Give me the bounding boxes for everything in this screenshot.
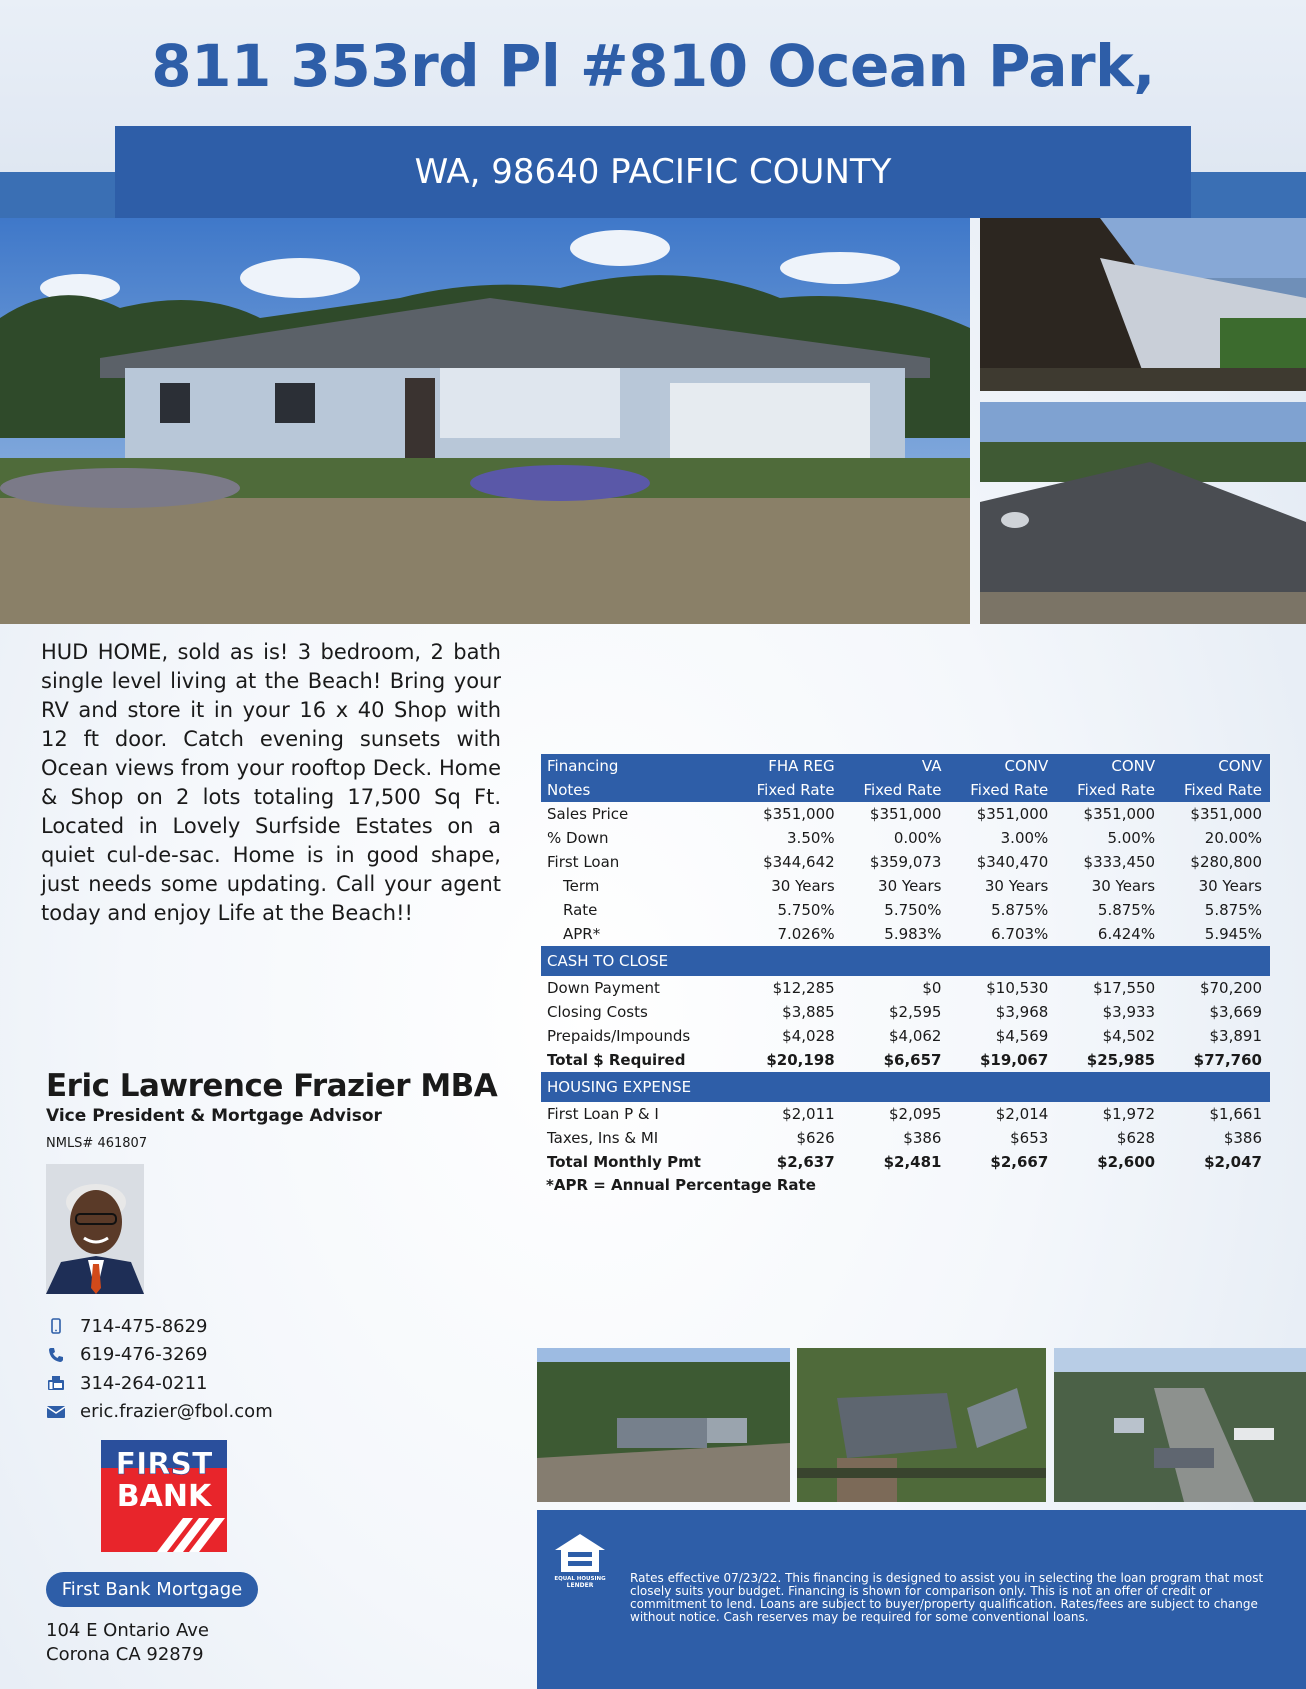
- table-cell: $2,011: [782, 1105, 835, 1123]
- table-cell: $2,637: [776, 1153, 835, 1171]
- mobile-phone-icon: [46, 1316, 66, 1336]
- bank-name-pill: First Bank Mortgage: [46, 1572, 258, 1607]
- table-cell: $25,985: [1086, 1051, 1156, 1069]
- table-cell: $3,669: [1209, 1003, 1262, 1021]
- table-cell: 5.00%: [1107, 829, 1156, 847]
- table-cell: 30 Years: [984, 877, 1049, 895]
- table-cell: $20,198: [766, 1051, 835, 1069]
- table-cell: $351,000: [763, 805, 835, 823]
- svg-text:EQUAL HOUSING: EQUAL HOUSING: [554, 1576, 606, 1582]
- table-cell: $4,028: [782, 1027, 835, 1045]
- table-cell: $351,000: [869, 805, 942, 823]
- table-cell: $10,530: [986, 979, 1049, 997]
- table-cell: $19,067: [979, 1051, 1049, 1069]
- property-location-subtitle: WA, 98640 PACIFIC COUNTY: [115, 126, 1191, 218]
- aerial-photo-1: [537, 1348, 790, 1502]
- logo-text-bank: BANK: [116, 1479, 212, 1514]
- footer-disclaimer-box: [537, 1510, 1306, 1689]
- table-cell: 20.00%: [1204, 829, 1262, 847]
- table-row-label: Down Payment: [547, 979, 660, 997]
- table-cell: $359,073: [869, 853, 942, 871]
- table-row-label: Prepaids/Impounds: [547, 1027, 691, 1045]
- housing-expense-section: [541, 1072, 1270, 1102]
- financing-table: [541, 754, 1270, 1174]
- table-row: [541, 976, 1270, 1000]
- table-cell: $2,014: [995, 1105, 1049, 1123]
- table-row-label: First Loan P & I: [547, 1105, 659, 1123]
- table-row: [541, 1048, 1270, 1072]
- table-cell: 5.750%: [884, 901, 942, 919]
- agent-headshot: [46, 1164, 144, 1294]
- table-row: [541, 898, 1270, 922]
- table-header-cell: Notes: [541, 778, 736, 802]
- table-cell: 6.703%: [991, 925, 1049, 943]
- aerial-photo-3: [1054, 1348, 1306, 1502]
- aerial-photo-2: [797, 1348, 1046, 1502]
- logo-text-first: FIRST: [115, 1447, 213, 1482]
- table-cell: $386: [1223, 1129, 1262, 1147]
- table-cell: 30 Years: [1091, 877, 1156, 895]
- deck-stairs-photo: [980, 218, 1306, 391]
- property-address-title: 811 353rd Pl #810 Ocean Park,: [151, 32, 1155, 100]
- table-cell: 5.875%: [991, 901, 1049, 919]
- table-cell: $1,661: [1209, 1105, 1262, 1123]
- table-row-label: Sales Price: [547, 805, 629, 823]
- table-cell: $2,595: [888, 1003, 942, 1021]
- table-row-label: % Down: [547, 829, 609, 847]
- table-row-label: Total $ Required: [547, 1051, 686, 1069]
- table-cell: 5.875%: [1204, 901, 1262, 919]
- table-cell: 30 Years: [878, 877, 942, 895]
- table-row-label: Closing Costs: [547, 1003, 648, 1021]
- table-row-label: APR*: [563, 925, 601, 943]
- table-row: [541, 1150, 1270, 1174]
- table-row: [541, 1102, 1270, 1126]
- phone-icon: [46, 1345, 66, 1365]
- table-cell: $2,047: [1204, 1153, 1262, 1171]
- agent-title: Vice President & Mortgage Advisor: [46, 1106, 382, 1126]
- agent-contact-list: [46, 1312, 273, 1426]
- table-cell: $77,760: [1193, 1051, 1262, 1069]
- property-description: HUD HOME, sold as is! 3 bedroom, 2 bath single level living at the Beach! Bring your RV and store it in your 16 x 40 Shop with 12 ft door. Catch evening sunsets with Ocean views from your rooftop Deck. Home & Shop on 2 lots totaling 17,500 Sq Ft. Located in Lovely Surfside Estates on a quiet cul-de-sac. Home is in good shape, just needs some updating. Call your agent today and enjoy Life at the Beach!!: [41, 640, 501, 925]
- contact-fax-value: 314-264-0211: [80, 1372, 208, 1394]
- section-heading: CASH TO CLOSE: [541, 946, 1270, 976]
- table-cell: $653: [1010, 1129, 1049, 1147]
- table-header-cell: FHA REG: [736, 754, 843, 778]
- table-cell: 5.750%: [777, 901, 835, 919]
- table-cell: $3,891: [1209, 1027, 1262, 1045]
- table-row-label: Total Monthly Pmt: [547, 1153, 701, 1171]
- table-cell: $4,569: [995, 1027, 1049, 1045]
- table-cell: $351,000: [1190, 805, 1262, 823]
- table-row-label: Term: [563, 877, 600, 895]
- contact-phone[interactable]: [46, 1341, 273, 1370]
- table-cell: $628: [1116, 1129, 1156, 1147]
- table-cell: 0.00%: [893, 829, 942, 847]
- table-cell: $70,200: [1199, 979, 1262, 997]
- bank-address-line2: Corona CA 92879: [46, 1644, 204, 1665]
- table-row: [541, 1000, 1270, 1024]
- table-cell: $344,642: [763, 853, 835, 871]
- fax-icon: [46, 1373, 66, 1393]
- table-header-row: [541, 754, 1270, 778]
- table-row: [541, 874, 1270, 898]
- cash-to-close-section: [541, 946, 1270, 976]
- table-cell: $386: [903, 1129, 942, 1147]
- table-cell: $4,502: [1102, 1027, 1156, 1045]
- table-row: [541, 1024, 1270, 1048]
- table-header-cell: Fixed Rate: [1163, 778, 1270, 802]
- rates-disclaimer: Rates effective 07/23/22. This financing is designed to assist you in selecting the loan program that most closely suits your budget. Financing is shown for comparison only. This is not an offer of credit or commitment to lend. Loans are subject to buyer/property qualification. Rates/fees are subject to change without notice. Cash reserves may be required for some conventional loans.: [630, 1571, 1264, 1624]
- equal-housing-lender-icon: [553, 1532, 607, 1590]
- table-cell: 5.945%: [1204, 925, 1262, 943]
- table-cell: $2,667: [990, 1153, 1049, 1171]
- table-cell: 6.424%: [1097, 925, 1156, 943]
- table-cell: $626: [796, 1129, 835, 1147]
- table-cell: $2,095: [888, 1105, 942, 1123]
- table-header-cell: CONV: [1163, 754, 1270, 778]
- table-cell: $3,968: [995, 1003, 1049, 1021]
- svg-text:LENDER: LENDER: [566, 1582, 594, 1589]
- agent-nmls: NMLS# 461807: [46, 1136, 148, 1151]
- table-header-cell: Fixed Rate: [843, 778, 950, 802]
- table-header-cell: Fixed Rate: [949, 778, 1056, 802]
- table-row-label: First Loan: [547, 853, 620, 871]
- apr-footnote: *APR = Annual Percentage Rate: [546, 1176, 816, 1194]
- section-heading: HOUSING EXPENSE: [541, 1072, 1270, 1102]
- table-row: [541, 1126, 1270, 1150]
- table-row: [541, 826, 1270, 850]
- contact-mobile[interactable]: [46, 1312, 273, 1341]
- contact-email-value: eric.frazier@fbol.com: [80, 1401, 273, 1423]
- table-cell: $2,600: [1097, 1153, 1156, 1171]
- table-header-cell: CONV: [949, 754, 1056, 778]
- table-cell: $12,285: [772, 979, 835, 997]
- first-bank-logo: [101, 1440, 227, 1552]
- table-row-label: Taxes, Ins & MI: [547, 1129, 659, 1147]
- rooftop-view-photo: [980, 402, 1306, 624]
- table-header-cell: Fixed Rate: [1056, 778, 1163, 802]
- table-header-row: [541, 778, 1270, 802]
- table-cell: 5.875%: [1097, 901, 1156, 919]
- table-cell: 3.00%: [1000, 829, 1049, 847]
- table-header-cell: CONV: [1056, 754, 1163, 778]
- table-cell: $0: [922, 979, 942, 997]
- table-row: [541, 850, 1270, 874]
- table-cell: $351,000: [1083, 805, 1156, 823]
- email-icon: [46, 1402, 66, 1422]
- table-header-cell: Financing: [541, 754, 736, 778]
- table-cell: 3.50%: [787, 829, 835, 847]
- contact-fax[interactable]: [46, 1369, 273, 1398]
- table-cell: $17,550: [1093, 979, 1156, 997]
- table-cell: $351,000: [976, 805, 1049, 823]
- contact-mobile-value: 714-475-8629: [80, 1315, 208, 1337]
- table-cell: $4,062: [888, 1027, 942, 1045]
- table-row: [541, 922, 1270, 946]
- agent-name: Eric Lawrence Frazier MBA: [46, 1068, 498, 1104]
- table-row-label: Rate: [563, 901, 598, 919]
- table-header-cell: VA: [843, 754, 950, 778]
- table-cell: 30 Years: [771, 877, 835, 895]
- contact-phone-value: 619-476-3269: [80, 1344, 208, 1366]
- main-house-photo: [0, 218, 970, 624]
- bank-address-line1: 104 E Ontario Ave: [46, 1620, 209, 1641]
- table-cell: 5.983%: [884, 925, 942, 943]
- table-cell: 7.026%: [777, 925, 835, 943]
- table-cell: $340,470: [976, 853, 1049, 871]
- table-row: [541, 802, 1270, 826]
- table-cell: $3,885: [782, 1003, 835, 1021]
- table-cell: $6,657: [883, 1051, 942, 1069]
- table-cell: $2,481: [883, 1153, 942, 1171]
- table-cell: $333,450: [1083, 853, 1156, 871]
- table-cell: $280,800: [1190, 853, 1262, 871]
- table-header-cell: Fixed Rate: [736, 778, 843, 802]
- contact-email[interactable]: [46, 1398, 273, 1427]
- table-cell: $1,972: [1102, 1105, 1156, 1123]
- table-cell: $3,933: [1102, 1003, 1156, 1021]
- table-cell: 30 Years: [1198, 877, 1262, 895]
